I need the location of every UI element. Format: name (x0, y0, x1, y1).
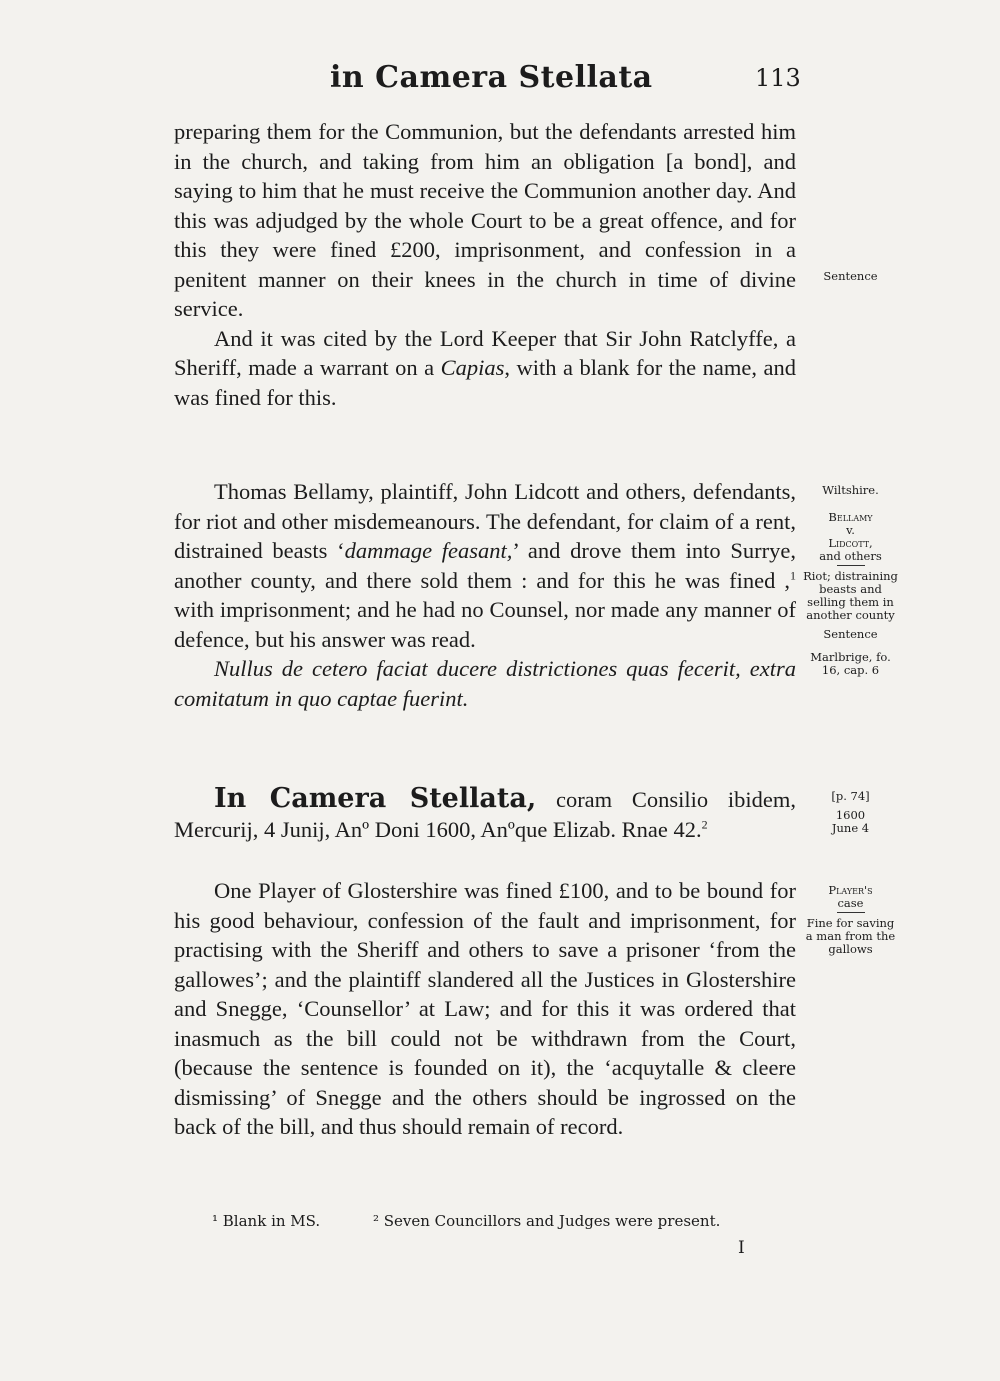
page-number: 113 (755, 64, 801, 92)
paragraph-bellamy (174, 477, 796, 654)
heading-date-text: coram Consilio ibidem, Mercurij, 4 Junij, Anº Doni 1600, Anºque Elizab. Rnae 42. (174, 787, 796, 842)
margin-party-c: and others (819, 549, 882, 563)
margin-fine: Fine for saving a man from the gallows (805, 916, 896, 956)
paragraph-player: One Player of Glostershire was fined £100, and to be bound for his good behaviour, confession of the fault and imprisonment, for practising with the Sheriff and others to save a prisoner ‘from the gallowes’; and the plaintiff slandered all the Justices in Glostershire and Snegge, ‘Counsellor’ at Law; and for this it was ordered that inasmuch as the bill could not be withdrawn from the Court, (because the sentence is founded on it), the ‘acquytalle & cleere dismissing’ of Snegge and the others should be ingrossed on the back of the bill, and thus should remain of record. (174, 878, 796, 1139)
footnote-ref-2: 2 (701, 817, 708, 831)
signature-mark: I (738, 1238, 745, 1258)
margin-rule-2 (837, 912, 865, 913)
footnote-ref-1: 1 (790, 568, 796, 582)
text-block-2 (174, 477, 796, 713)
para3-text-c: with imprisonment; and he had no Counsel, nor made any manner of defence, but his answer was read. (174, 597, 796, 652)
section-heading (174, 784, 796, 844)
para3-text-b: ’ and drove them into Surrye, another county, and there sold them : and for this he was fined , (174, 538, 796, 593)
heading-blackletter: In Camera Stellata, (214, 783, 537, 814)
paragraph-communion: preparing them for the Communion, but the defendants arrested him in the church, and taking from him an obligation [a bond], and saying to him that he must receive the Communion another day. And this was adjudged by the whole Court to be a great offence, and for this they were fined £200, imprisonment, and confession in a penitent manner on their knees in the church in time of divine service. (174, 119, 796, 321)
margin-case-player (803, 884, 898, 956)
running-title: in Camera Stellata (330, 60, 653, 95)
margin-sentence-2: Sentence (823, 627, 878, 641)
margin-rule (837, 565, 865, 566)
margin-riot: Riot; distraining beasts and selling them in another county (803, 569, 898, 622)
margin-statute: Marlbrige, fo. 16, cap. 6 (810, 650, 891, 677)
footnotes (212, 1212, 768, 1230)
para3-text-a: Thomas Bellamy, plaintiff, John Lidcott and others, defendants, for riot and other misdemeanours. The defendant, for claim of a rent, distrained beasts ‘ (174, 479, 796, 563)
para2-text: And it was cited by the Lord Keeper that Sir John Ratclyffe, a Sheriff, made a warrant on a (174, 325, 796, 380)
paragraph-ratclyffe (174, 324, 796, 413)
margin-case-word: case (837, 896, 864, 910)
latin-statute: Nullus de cetero faciat ducere districtiones quas fecerit, extra comitatum in quo captae fuerint. (174, 656, 796, 711)
margin-date (803, 790, 898, 835)
margin-player-case: Player's (828, 883, 873, 897)
margin-page-ref: [p. 74] (831, 789, 870, 803)
margin-party-b: Lidcott, (828, 536, 873, 550)
footnote-2: ² Seven Councillors and Judges were present. (372, 1212, 721, 1230)
margin-case-bellamy (803, 484, 898, 677)
margin-sentence-1: Sentence (823, 269, 878, 283)
capias-term: Capias (440, 355, 505, 380)
margin-versus: v. (846, 523, 855, 537)
dammage-feasant-term: dammage feasant, (344, 538, 513, 563)
margin-party-a: Bellamy (828, 510, 873, 524)
margin-county: Wiltshire. (822, 483, 879, 497)
para2-text-end: , with a blank for the name, and was fined for this. (174, 355, 796, 410)
margin-year: 1600 (835, 808, 866, 822)
footnote-1: ¹ Blank in MS. (212, 1212, 321, 1230)
margin-day: June 4 (831, 821, 870, 835)
text-block-3 (174, 876, 796, 1142)
text-block-1 (174, 117, 796, 412)
